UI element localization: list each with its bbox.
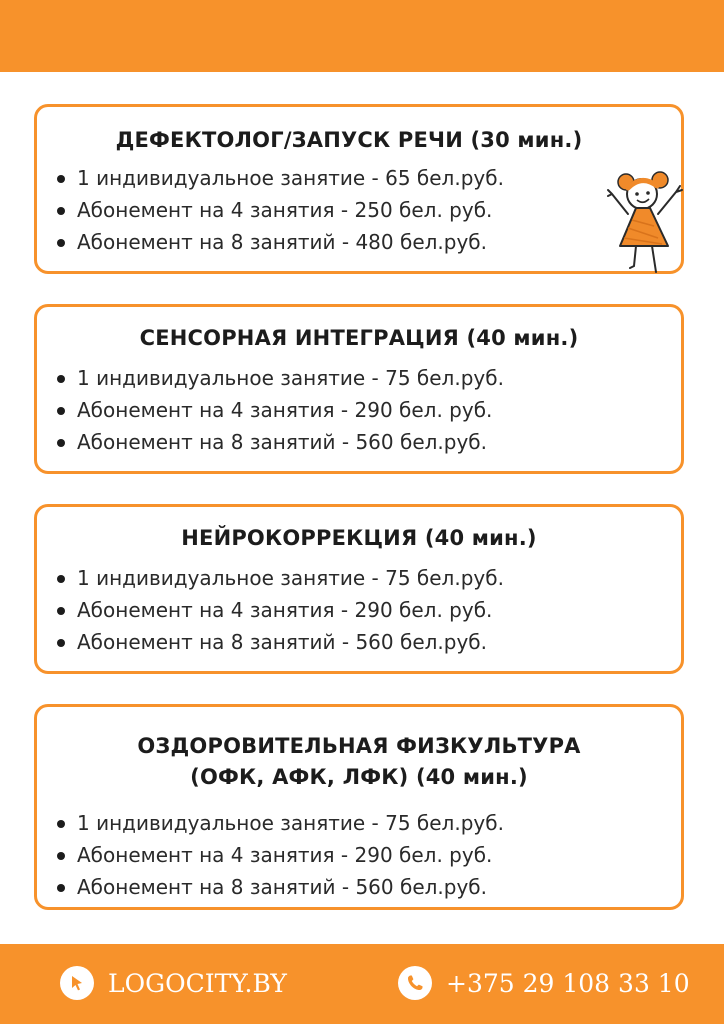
top-banner — [0, 0, 724, 72]
price-item: Абонемент на 8 занятий - 560 бел.руб. — [77, 871, 681, 903]
website-text: LOGOCITY.BY — [108, 968, 287, 998]
service-title: ДЕФЕКТОЛОГ/ЗАПУСК РЕЧИ (30 мин.) — [115, 128, 583, 152]
girl-illustration — [602, 168, 692, 274]
price-item: Абонемент на 4 занятия - 290 бел. руб. — [77, 839, 681, 871]
service-title: СЕНСОРНАЯ ИНТЕГРАЦИЯ (40 мин.) — [139, 326, 579, 350]
price-item: Абонемент на 4 занятия - 250 бел. руб. — [77, 194, 681, 226]
price-item: 1 индивидуальное занятие - 75 бел.руб. — [77, 807, 681, 839]
price-item: Абонемент на 4 занятия - 290 бел. руб. — [77, 594, 681, 626]
price-item: 1 индивидуальное занятие - 65 бел.руб. — [77, 162, 681, 194]
service-title-line-1: ОЗДОРОВИТЕЛЬНАЯ ФИЗКУЛЬТУРА — [137, 734, 581, 758]
service-card-defectologist — [34, 104, 684, 274]
price-list — [77, 562, 681, 658]
price-item: Абонемент на 8 занятий - 560 бел.руб. — [77, 626, 681, 658]
price-list — [77, 162, 681, 258]
service-card-health-pe — [34, 704, 684, 910]
phone-link[interactable] — [398, 966, 690, 1000]
price-list — [77, 807, 681, 903]
price-item: Абонемент на 4 занятия - 290 бел. руб. — [77, 394, 681, 426]
service-card-neurocorrection — [34, 504, 684, 674]
service-card-sensory-integration — [34, 304, 684, 474]
price-list — [77, 362, 681, 458]
service-title-line-2: (ОФК, АФК, ЛФК) (40 мин.) — [190, 765, 528, 789]
service-title: НЕЙРОКОРРЕКЦИЯ (40 мин.) — [181, 526, 537, 550]
phone-icon — [398, 966, 432, 1000]
service-title — [37, 731, 681, 793]
price-item: Абонемент на 8 занятий - 480 бел.руб. — [77, 226, 681, 258]
price-item: Абонемент на 8 занятий - 560 бел.руб. — [77, 426, 681, 458]
cursor-icon — [60, 966, 94, 1000]
price-item: 1 индивидуальное занятие - 75 бел.руб. — [77, 362, 681, 394]
phone-text: +375 29 108 33 10 — [446, 968, 690, 998]
website-link[interactable] — [60, 966, 287, 1000]
price-item: 1 индивидуальное занятие - 75 бел.руб. — [77, 562, 681, 594]
